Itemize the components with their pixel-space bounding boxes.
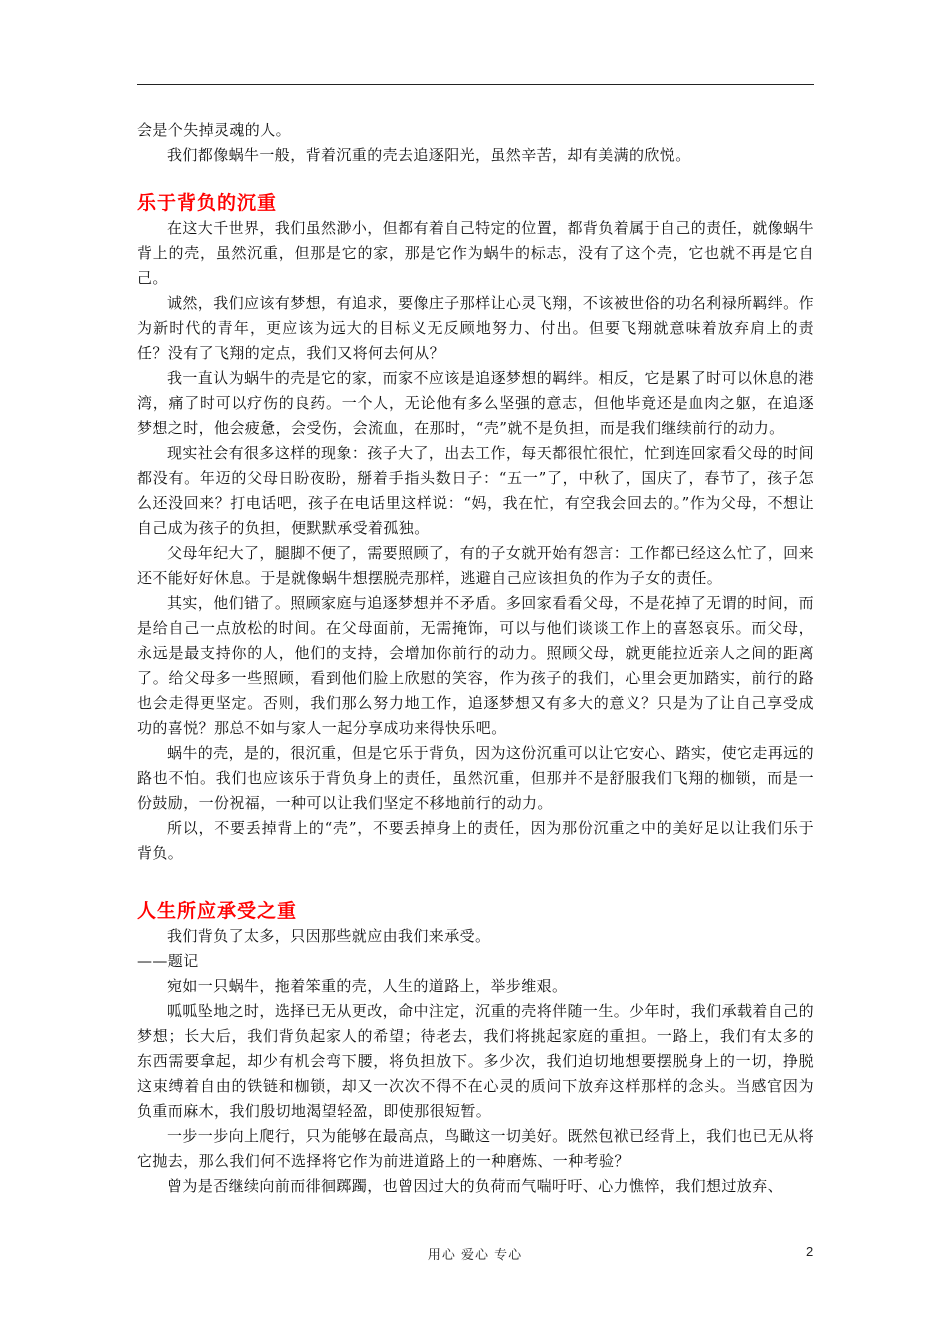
section-title: 乐于背负的沉重 bbox=[137, 192, 278, 214]
paragraph: 会是个失掉灵魂的人。 bbox=[137, 121, 292, 139]
paragraph: 我们都像蜗牛一般，背着沉重的壳去追逐阳光，虽然辛苦，却有美满的欣悦。 bbox=[167, 146, 691, 164]
header-rule bbox=[137, 84, 814, 85]
paragraph: 我一直认为蜗牛的壳是它的家，而家不应该是追逐梦想的羁绊。相反，它是累了时可以休息的港湾，痛了时可以疗伤的良药。一个人，无论他有多么坚强的意志，但他毕竟还是血肉之躯，在追逐梦想之时，他会疲惫，会受伤，会流血，在那时，“壳”就不是负担，而是我们继续前行的动力。 bbox=[137, 369, 814, 437]
section-title: 人生所应承受之重 bbox=[137, 900, 298, 922]
document-body bbox=[137, 118, 814, 1199]
epigraph-attribution: ——题记 bbox=[137, 952, 199, 970]
paragraph: 其实，他们错了。照顾家庭与追逐梦想并不矛盾。多回家看看父母，不是花掉了无谓的时间，而是给自己一点放松的时间。在父母面前，无需掩饰，可以与他们谈谈工作上的喜怒哀乐。而父母，永远是最支持你的人，他们的支持，会增加你前行的动力。照顾父母，就更能拉近亲人之间的距离了。给父母多一些照顾，看到他们脸上欣慰的笑容，作为孩子的我们，心里会更加踏实，前行的路也会走得更坚定。否则，我们那么努力地工作，追逐梦想又有多大的意义？只是为了让自己享受成功的喜悦？那总不如与家人一起分享成功来得快乐吧。 bbox=[137, 594, 814, 737]
paragraph: 在这大千世界，我们虽然渺小，但都有着自己特定的位置，都背负着属于自己的责任，就像蜗牛背上的壳，虽然沉重，但那是它的家，那是它作为蜗牛的标志，没有了这个壳，它也就不再是它自己。 bbox=[137, 219, 814, 287]
paragraph: 父母年纪大了，腿脚不便了，需要照顾了，有的子女就开始有怨言：工作都已经这么忙了，回来还不能好好休息。于是就像蜗牛想摆脱壳那样，逃避自己应该担负的作为子女的责任。 bbox=[137, 544, 814, 587]
page-number: 2 bbox=[806, 1244, 814, 1259]
paragraph: 宛如一只蜗牛，拖着笨重的壳，人生的道路上，举步维艰。 bbox=[167, 977, 568, 995]
paragraph: 呱呱坠地之时，选择已无从更改，命中注定，沉重的壳将伴随一生。少年时，我们承载着自己的梦想；长大后，我们背负起家人的希望；待老去，我们将挑起家庭的重担。一路上，我们有太多的东西需要拿起，却少有机会弯下腰，将负担放下。多少次，我们迫切地想要摆脱身上的一切，挣脱这束缚着自由的铁链和枷锁，却又一次次不得不在心灵的质问下放弃这样那样的念头。当感官因为负重而麻木，我们殷切地渴望轻盈，即使那很短暂。 bbox=[137, 1002, 814, 1120]
paragraph: 曾为是否继续向前而徘徊踯躅，也曾因过大的负荷而气喘吁吁、心力憔悴，我们想过放弃、 bbox=[167, 1177, 784, 1195]
epigraph: 我们背负了太多，只因那些就应由我们来承受。 bbox=[167, 927, 491, 945]
paragraph: 诚然，我们应该有梦想，有追求，要像庄子那样让心灵飞翔，不该被世俗的功名利禄所羁绊。作为新时代的青年，更应该为远大的目标义无反顾地努力、付出。但要飞翔就意味着放弃肩上的责任？没有了飞翔的定点，我们又将何去何从？ bbox=[137, 294, 814, 362]
paragraph: 蜗牛的壳，是的，很沉重，但是它乐于背负，因为这份沉重可以让它安心、踏实，使它走再远的路也不怕。我们也应该乐于背负身上的责任，虽然沉重，但那并不是舒服我们飞翔的枷锁，而是一份鼓励，一份祝福，一种可以让我们坚定不移地前行的动力。 bbox=[137, 744, 814, 812]
paragraph: 现实社会有很多这样的现象：孩子大了，出去工作，每天都很忙很忙，忙到连回家看父母的时间都没有。年迈的父母日盼夜盼，掰着手指头数日子：“五一”了，中秋了，国庆了，春节了，孩子怎么还没回来？打电话吧，孩子在电话里这样说：“妈，我在忙，有空我会回去的。”作为父母，不想让自己成为孩子的负担，便默默承受着孤独。 bbox=[137, 444, 814, 537]
paragraph: 所以，不要丢掉背上的“壳”，不要丢掉身上的责任，因为那份沉重之中的美好足以让我们乐于背负。 bbox=[137, 819, 814, 862]
paragraph: 一步一步向上爬行，只为能够在最高点，鸟瞰这一切美好。既然包袱已经背上，我们也已无从将它抛去，那么我们何不选择将它作为前进道路上的一种磨炼、一种考验？ bbox=[137, 1127, 814, 1170]
footer-slogan: 用心 爱心 专心 bbox=[427, 1248, 523, 1263]
